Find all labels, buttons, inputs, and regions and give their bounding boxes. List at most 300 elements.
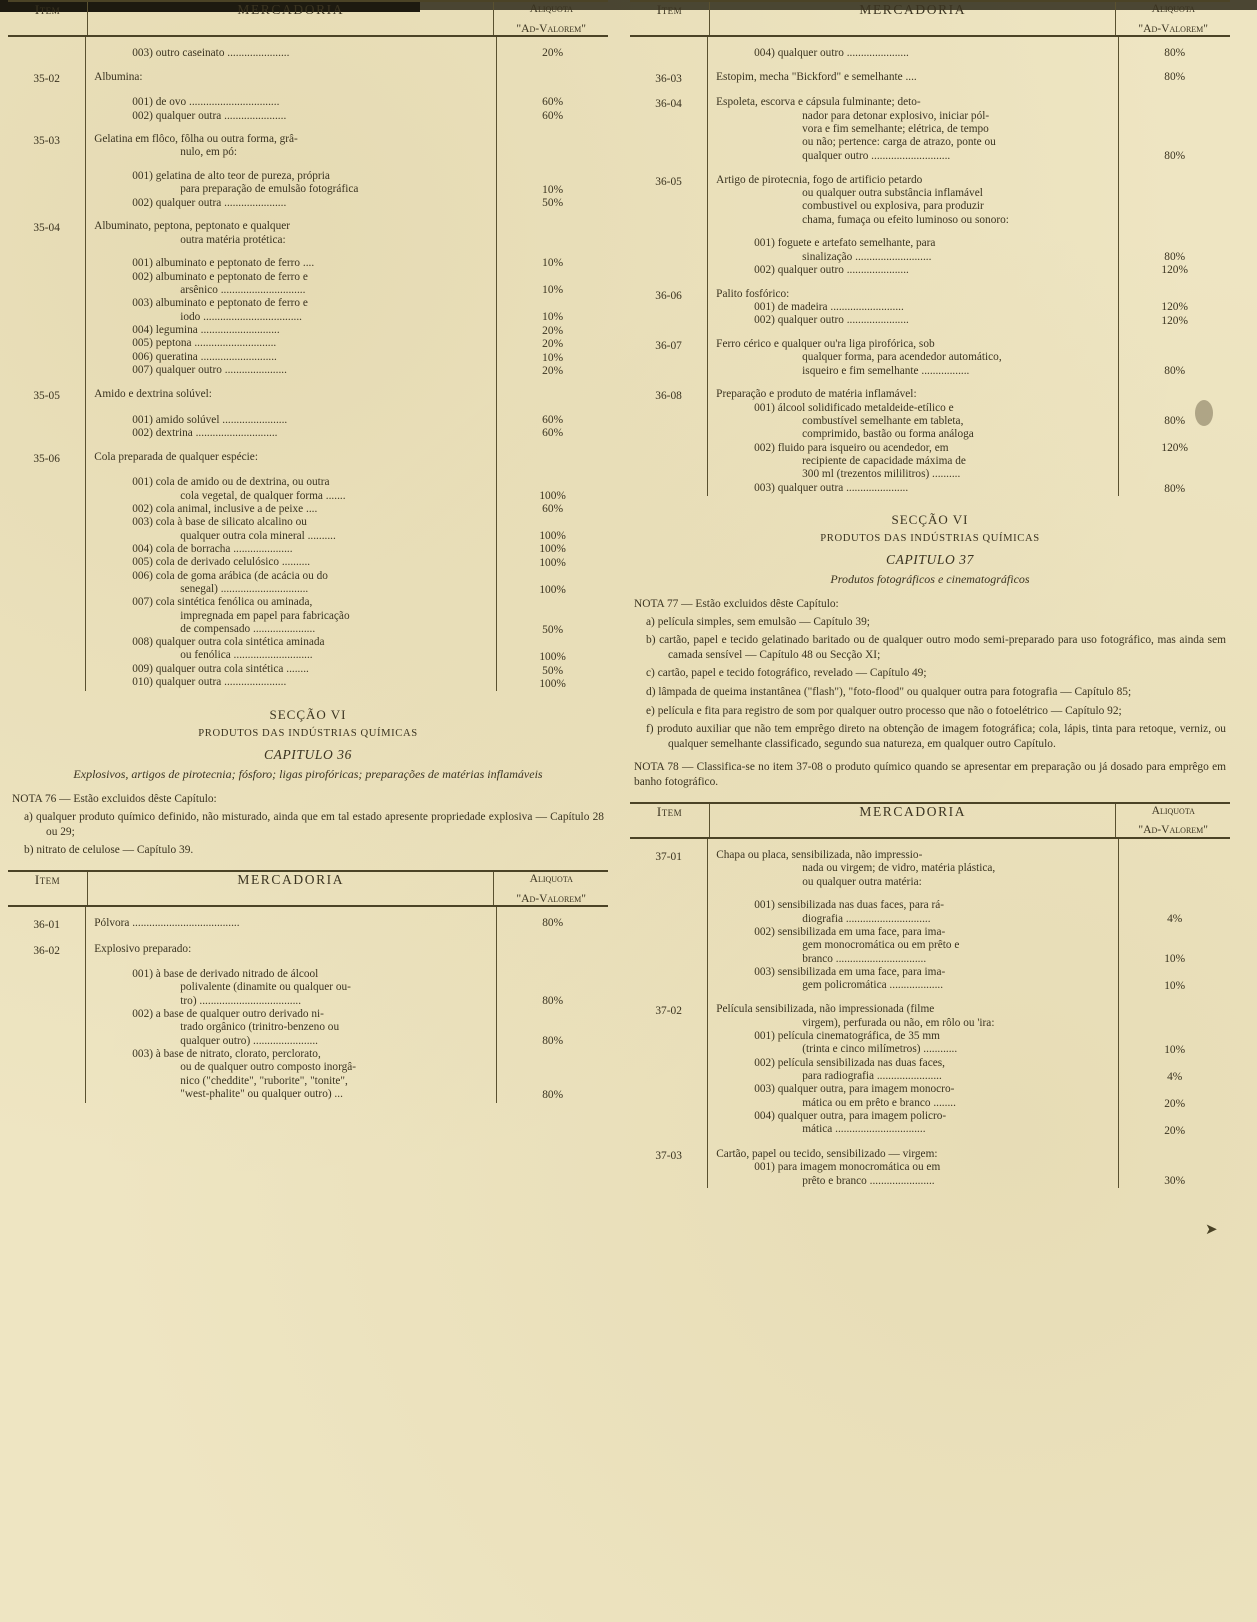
description-line: 002) qualquer outro ...................... bbox=[754, 314, 909, 327]
row-rates bbox=[1119, 1148, 1230, 1188]
rate-value bbox=[497, 1062, 608, 1075]
rate-value bbox=[1119, 214, 1230, 227]
description-line: Cartão, papel ou tecido, sensibilizado — virgem: bbox=[716, 1147, 938, 1160]
description-line: 001) de ovo ................................ bbox=[132, 96, 280, 109]
description-line: Preparação e produto de matéria inflamável: bbox=[716, 388, 917, 401]
row-rates bbox=[497, 414, 608, 441]
description-line: 001) para imagem monocromática ou em bbox=[754, 1161, 941, 1174]
row-rates bbox=[1119, 388, 1230, 496]
row-spacer bbox=[630, 164, 1230, 174]
rate-value: 10% bbox=[542, 257, 564, 270]
rate-value: 10% bbox=[542, 183, 564, 196]
rate-value: 80% bbox=[1164, 70, 1186, 83]
description-line: Albumina: bbox=[94, 70, 143, 83]
rate-value bbox=[1119, 876, 1230, 889]
description-line: 003) à base de nitrato, clorato, perclorato, bbox=[132, 1048, 321, 1061]
rate-value: 60% bbox=[542, 413, 564, 426]
description-line: 004) legumina ............................ bbox=[132, 323, 280, 336]
right-section-heading bbox=[630, 512, 1230, 587]
left-column bbox=[8, 0, 608, 1103]
row-rates bbox=[497, 917, 608, 932]
row-rates bbox=[1119, 288, 1230, 328]
row-description bbox=[86, 71, 497, 86]
table-row bbox=[630, 1148, 1230, 1188]
header-aliquota bbox=[494, 871, 608, 906]
row-description bbox=[86, 968, 497, 1103]
row-spacer bbox=[8, 404, 608, 414]
description-line: combustível semelhante em tableta, bbox=[802, 415, 964, 428]
chapter-title: CAPITULO 36 bbox=[264, 747, 352, 763]
description-line: 003) albuminato e peptonato de ferro e bbox=[132, 297, 308, 310]
header-item: Item bbox=[34, 2, 61, 17]
rate-value: 80% bbox=[542, 1089, 564, 1102]
table-row bbox=[8, 133, 608, 160]
row-spacer bbox=[630, 86, 1230, 96]
description-line: trado orgânico (trinitro-benzeno ou bbox=[180, 1021, 340, 1034]
rate-value bbox=[1119, 338, 1230, 351]
description-line: 003) sensibilizada em uma face, para ima- bbox=[754, 965, 946, 978]
row-spacer bbox=[8, 123, 608, 133]
rate-value bbox=[497, 388, 608, 401]
row-rates bbox=[1119, 71, 1230, 86]
rate-value bbox=[1119, 402, 1230, 415]
row-rates bbox=[497, 220, 608, 247]
rate-value bbox=[497, 597, 608, 610]
description-line: 002) sensibilizada em uma face, para ima- bbox=[754, 925, 946, 938]
description-line: 003) qualquer outra ...................... bbox=[754, 481, 909, 494]
description-line: 001) álcool solidificado metaldeide-etílico e bbox=[754, 401, 954, 414]
header-aliquota-line2: "Ad-Valorem" bbox=[1138, 21, 1209, 35]
header-aliquota bbox=[1116, 1, 1230, 36]
description-line: qualquer outro) ....................... bbox=[180, 1034, 319, 1047]
table-header-row bbox=[630, 803, 1230, 838]
rate-value: 100% bbox=[539, 530, 566, 543]
description-line: Explosivo preparado: bbox=[94, 942, 192, 955]
header-mercadoria: MERCADORIA bbox=[710, 803, 1116, 838]
description-line: Ferro cérico e qualquer ou'ra liga pirofórica, sob bbox=[716, 338, 935, 351]
rate-value: 100% bbox=[539, 556, 566, 569]
description-line: Cola preparada de qualquer espécie: bbox=[94, 450, 258, 463]
rate-value: 120% bbox=[1161, 314, 1188, 327]
row-spacer bbox=[8, 86, 608, 96]
row-spacer bbox=[630, 1138, 1230, 1148]
note-item: c) cartão, papel e tecido fotográfico, revelado — Capítulo 49; bbox=[646, 667, 927, 680]
rate-value: 60% bbox=[542, 427, 564, 440]
description-line: 008) qualquer outra cola sintética aminada bbox=[132, 636, 325, 649]
row-description bbox=[86, 257, 497, 378]
description-line: 001) cola de amido ou de dextrina, ou outra bbox=[132, 476, 330, 489]
description-line: nada ou virgem; de vidro, matéria plástica, bbox=[802, 862, 996, 875]
rate-value bbox=[1119, 352, 1230, 365]
description-line: tro) .................................... bbox=[180, 994, 302, 1007]
rate-value bbox=[1119, 899, 1230, 912]
rate-value: 120% bbox=[1161, 264, 1188, 277]
description-line: ou não; pertence: carga de atrazo, ponte ou bbox=[802, 136, 996, 149]
row-rates bbox=[497, 47, 608, 60]
chapter-subtitle: Produtos fotográficos e cinematográficos bbox=[830, 572, 1030, 587]
description-line: 002) cola animal, inclusive a de peixe .... bbox=[132, 502, 318, 515]
table-row bbox=[630, 174, 1230, 228]
table-row bbox=[8, 388, 608, 403]
note-head: NOTA 78 — Classifica-se no item 37-08 o produto químico quando se apresentar em preparação ou já dosado para emprêgo em banho fotográfico. bbox=[634, 761, 1226, 788]
description-line: combustivel ou explosiva, para produzir bbox=[802, 200, 984, 213]
rate-value bbox=[1119, 940, 1230, 953]
rate-value bbox=[1119, 456, 1230, 469]
row-rates bbox=[1119, 96, 1230, 163]
row-rates bbox=[497, 71, 608, 86]
description-line: 002) dextrina ............................. bbox=[132, 427, 278, 440]
row-item-code: 37-03 bbox=[655, 1149, 682, 1162]
row-spacer bbox=[8, 160, 608, 170]
table-row bbox=[8, 943, 608, 958]
rate-value bbox=[1119, 1030, 1230, 1043]
row-spacer bbox=[630, 278, 1230, 288]
description-line: branco ................................ bbox=[802, 952, 927, 965]
row-description bbox=[708, 388, 1119, 496]
margin-mark: ➤ bbox=[1205, 1222, 1218, 1238]
row-rates bbox=[497, 170, 608, 210]
description-line: nulo, em pó: bbox=[180, 146, 238, 159]
rate-value: 120% bbox=[1161, 442, 1188, 455]
row-rates bbox=[1119, 174, 1230, 228]
table-row bbox=[8, 96, 608, 123]
rate-value: 80% bbox=[542, 917, 564, 930]
rate-value bbox=[1119, 1084, 1230, 1097]
description-line: 003) cola à base de silicato alcalino ou bbox=[132, 516, 307, 529]
rate-value bbox=[497, 968, 608, 981]
row-description bbox=[86, 943, 497, 958]
row-rates bbox=[1119, 899, 1230, 993]
rate-value bbox=[497, 451, 608, 464]
left-note-76 bbox=[12, 792, 604, 857]
row-rates bbox=[1119, 338, 1230, 378]
rate-value: 50% bbox=[542, 624, 564, 637]
description-line: mática ................................ bbox=[802, 1123, 926, 1136]
row-item-code: 37-01 bbox=[655, 850, 682, 863]
description-line: gem monocromática ou em prêto e bbox=[802, 939, 960, 952]
row-item-code: 36-02 bbox=[33, 944, 60, 957]
description-line: prêto e branco ....................... bbox=[802, 1174, 935, 1187]
description-line: Amido e dextrina solúvel: bbox=[94, 388, 212, 401]
table-row bbox=[8, 414, 608, 441]
row-spacer bbox=[8, 210, 608, 220]
right-column bbox=[630, 0, 1230, 1188]
row-rates bbox=[1119, 1003, 1230, 1138]
description-line: 002) fluido para isqueiro ou acendedor, em bbox=[754, 441, 949, 454]
row-description bbox=[708, 47, 1119, 60]
left-table-1-header bbox=[8, 0, 608, 37]
rate-value bbox=[497, 943, 608, 956]
row-item-code: 35-05 bbox=[33, 390, 60, 403]
section-subtitle: PRODUTOS DAS INDÚSTRIAS QUÍMICAS bbox=[198, 728, 418, 740]
table-row bbox=[8, 220, 608, 247]
row-description bbox=[708, 237, 1119, 277]
description-line: nador para detonar explosivo, iniciar pól- bbox=[802, 109, 990, 122]
description-line: Gelatina em flôco, fôlha ou outra forma, grâ- bbox=[94, 133, 298, 146]
description-line: qualquer forma, para acendedor automático, bbox=[802, 351, 1002, 364]
header-mercadoria: MERCADORIA bbox=[88, 1, 494, 36]
header-item: Item bbox=[656, 803, 683, 819]
row-spacer bbox=[630, 378, 1230, 388]
header-item: Item bbox=[656, 2, 683, 17]
description-line: "west-phalite" ou qualquer outro) ... bbox=[180, 1088, 343, 1101]
description-line: 003) qualquer outra, para imagem monocro- bbox=[754, 1083, 955, 1096]
description-line: diografia .............................. bbox=[802, 912, 931, 925]
table-row bbox=[8, 917, 608, 932]
description-line: 005) cola de derivado celulósico .......... bbox=[132, 556, 311, 569]
rate-value bbox=[497, 476, 608, 489]
row-rates bbox=[497, 968, 608, 1103]
note-item: e) película e fita para registro de som por qualquer outro processo que não o fotoelétrico — Capítulo 92; bbox=[646, 704, 1122, 717]
description-line: 001) sensibilizada nas duas faces, para rá- bbox=[754, 899, 944, 912]
row-description bbox=[86, 47, 497, 60]
row-spacer bbox=[8, 958, 608, 968]
description-line: virgem), perfurada ou não, em rôlo ou 'ira: bbox=[802, 1016, 995, 1029]
row-spacer bbox=[8, 933, 608, 943]
row-item-code bbox=[8, 47, 86, 60]
left-table-2-header bbox=[8, 870, 608, 907]
section-title: SECÇÃO VI bbox=[269, 707, 347, 723]
rate-value bbox=[497, 298, 608, 311]
table-row bbox=[8, 476, 608, 691]
rate-value bbox=[1119, 174, 1230, 187]
row-item-code bbox=[8, 414, 86, 441]
header-aliquota-line1: Aliquota bbox=[1151, 803, 1195, 817]
row-description bbox=[708, 849, 1119, 889]
rate-value bbox=[1119, 1003, 1230, 1016]
rate-value bbox=[497, 71, 608, 84]
description-line: ou qualquer outra matéria: bbox=[802, 875, 922, 888]
header-aliquota-line1: Aliquota bbox=[529, 2, 573, 15]
row-description bbox=[86, 220, 497, 247]
rate-value: 60% bbox=[542, 503, 564, 516]
table-row bbox=[8, 170, 608, 210]
row-rates bbox=[497, 96, 608, 123]
rate-value: 80% bbox=[542, 995, 564, 1007]
rate-value bbox=[1119, 429, 1230, 442]
description-line: sinalização ........................... bbox=[802, 250, 932, 263]
row-description bbox=[86, 388, 497, 403]
description-line: (trinta e cinco milímetros) ............ bbox=[802, 1043, 958, 1056]
rate-value bbox=[1119, 862, 1230, 875]
table-row bbox=[630, 288, 1230, 328]
description-line: Chapa ou placa, sensibilizada, não impressio- bbox=[716, 848, 923, 861]
description-line: 003) outro caseinato ...................... bbox=[132, 47, 290, 60]
table-header-row bbox=[8, 871, 608, 906]
rate-value bbox=[497, 982, 608, 995]
row-spacer bbox=[8, 247, 608, 257]
description-line: 004) qualquer outro ...................... bbox=[754, 47, 909, 60]
description-line: recipiente de capacidade máxima de bbox=[802, 455, 966, 468]
rate-value bbox=[1119, 237, 1230, 250]
row-spacer bbox=[8, 61, 608, 71]
description-line: Artigo de pirotecnia, fogo de artificio petardo bbox=[716, 173, 923, 186]
rate-value: 100% bbox=[539, 583, 566, 596]
description-line: isqueiro e fim semelhante ................. bbox=[802, 364, 970, 377]
row-spacer bbox=[630, 993, 1230, 1003]
note-item: b) cartão, papel e tecido gelatinado baritado ou de qualquer outro modo semi-preparado para uso fotográfico, mas ainda sem camada sensível — Capítulo 48 ou Secção XI; bbox=[646, 634, 1226, 661]
description-line: ou de qualquer outro composto inorgâ- bbox=[180, 1061, 357, 1074]
row-rates bbox=[497, 943, 608, 958]
row-description bbox=[86, 451, 497, 466]
description-line: 002) qualquer outro ...................... bbox=[754, 263, 909, 276]
rate-value bbox=[1119, 96, 1230, 109]
table-row bbox=[8, 47, 608, 60]
rate-value: 80% bbox=[1164, 150, 1186, 163]
description-line: cola vegetal, de qualquer forma ....... bbox=[180, 489, 346, 502]
table-row bbox=[630, 849, 1230, 889]
table-row bbox=[630, 71, 1230, 86]
row-spacer bbox=[8, 907, 608, 917]
row-spacer bbox=[630, 328, 1230, 338]
description-line: 007) cola sintética fenólica ou aminada, bbox=[132, 596, 313, 609]
table-header-row bbox=[8, 1, 608, 36]
row-description bbox=[708, 1148, 1119, 1188]
rate-value bbox=[497, 170, 608, 183]
row-item-code bbox=[630, 237, 708, 277]
section-subtitle: PRODUTOS DAS INDÚSTRIAS QUÍMICAS bbox=[820, 533, 1040, 545]
rate-value bbox=[1119, 137, 1230, 150]
right-table-1-body bbox=[630, 37, 1230, 496]
row-item-code: 35-03 bbox=[33, 135, 60, 148]
description-line: arsênico .............................. bbox=[180, 283, 306, 296]
row-description bbox=[708, 338, 1119, 378]
header-aliquota-line2: "Ad-Valorem" bbox=[1138, 823, 1209, 837]
description-line: 001) amido solúvel ....................... bbox=[132, 413, 288, 426]
row-description bbox=[86, 414, 497, 441]
rate-value bbox=[1119, 288, 1230, 301]
row-spacer bbox=[8, 441, 608, 451]
rate-value bbox=[497, 271, 608, 284]
rate-value: 80% bbox=[1164, 415, 1186, 428]
rate-value: 80% bbox=[1164, 47, 1186, 60]
description-line: Albuminato, peptona, peptonato e qualquer bbox=[94, 220, 290, 233]
row-spacer bbox=[630, 37, 1230, 47]
description-line: 010) qualquer outra ...................... bbox=[132, 676, 287, 689]
row-item-code: 35-02 bbox=[33, 72, 60, 85]
rate-value: 10% bbox=[1164, 953, 1186, 966]
description-line: 300 ml (trezentos mililitros) .......... bbox=[802, 468, 961, 481]
rate-value: 20% bbox=[542, 364, 564, 377]
row-rates bbox=[497, 133, 608, 160]
right-table-2-header bbox=[630, 802, 1230, 839]
row-description bbox=[708, 1003, 1119, 1138]
row-item-code: 35-06 bbox=[33, 452, 60, 465]
row-description bbox=[86, 133, 497, 160]
description-line: 002) a base de qualquer outro derivado ni- bbox=[132, 1008, 324, 1021]
rate-value bbox=[1119, 200, 1230, 213]
rate-value: 10% bbox=[542, 284, 564, 297]
note-item: a) película simples, sem emulsão — Capítulo 39; bbox=[646, 615, 870, 628]
table-row bbox=[630, 1003, 1230, 1138]
note-item: f) produto auxiliar que não tem emprêgo direto na obtenção de imagem fotográfica; cola, lápis, tinta para retoque, verniz, ou qualquer semelhante classificado, segundo sua natureza, em qualquer outro Capítulo. bbox=[646, 723, 1226, 750]
rate-value bbox=[497, 147, 608, 160]
rate-value: 10% bbox=[1164, 979, 1186, 992]
header-mercadoria: MERCADORIA bbox=[88, 871, 494, 906]
rate-value: 20% bbox=[1164, 1097, 1186, 1110]
description-line: 006) queratina ........................... bbox=[132, 350, 277, 363]
header-aliquota-line1: Aliquota bbox=[529, 871, 573, 885]
row-item-code: 35-04 bbox=[33, 222, 60, 235]
description-line: para preparação de emulsão fotográfica bbox=[180, 183, 359, 196]
description-line: 001) de madeira .......................... bbox=[754, 301, 904, 314]
rate-value: 100% bbox=[539, 678, 566, 691]
right-note-78 bbox=[634, 760, 1226, 789]
row-description bbox=[708, 288, 1119, 328]
header-mercadoria: MERCADORIA bbox=[710, 1, 1116, 36]
row-description bbox=[86, 96, 497, 123]
rate-value bbox=[1119, 926, 1230, 939]
row-spacer bbox=[630, 61, 1230, 71]
row-description bbox=[708, 174, 1119, 228]
rate-value bbox=[497, 611, 608, 624]
description-line: 006) cola de goma arábica (de acácia ou do bbox=[132, 569, 328, 582]
header-aliquota-line2: "Ad-Valorem" bbox=[516, 21, 587, 35]
note-item: b) nitrato de celulose — Capítulo 39. bbox=[24, 844, 194, 857]
description-line: para radiografia ....................... bbox=[802, 1070, 942, 1083]
table-row bbox=[630, 47, 1230, 60]
row-item-code: 36-08 bbox=[655, 390, 682, 403]
rate-value: 30% bbox=[1164, 1174, 1186, 1187]
section-title: SECÇÃO VI bbox=[891, 512, 969, 528]
row-item-code bbox=[630, 47, 708, 60]
rate-value bbox=[497, 570, 608, 583]
description-line: senegal) ............................... bbox=[180, 582, 309, 595]
row-item-code: 36-06 bbox=[655, 289, 682, 302]
rate-value bbox=[1119, 1161, 1230, 1174]
row-item-code: 36-01 bbox=[33, 919, 60, 932]
row-spacer bbox=[630, 889, 1230, 899]
rate-value bbox=[1119, 110, 1230, 123]
row-item-code bbox=[8, 968, 86, 1103]
description-line: 005) peptona ............................. bbox=[132, 337, 277, 350]
description-line: 007) qualquer outro ...................... bbox=[132, 363, 287, 376]
table-row bbox=[630, 96, 1230, 163]
description-line: 004) qualquer outra, para imagem policro- bbox=[754, 1110, 947, 1123]
description-line: mática ou em prêto e branco ........ bbox=[802, 1096, 956, 1109]
rate-value bbox=[1119, 388, 1230, 401]
note-head: NOTA 77 — Estão excluidos dêste Capítulo: bbox=[634, 598, 839, 611]
row-rates bbox=[497, 476, 608, 691]
description-line: qualquer outro ............................ bbox=[802, 149, 951, 162]
rate-value: 60% bbox=[542, 96, 564, 109]
rate-value: 60% bbox=[542, 109, 564, 122]
row-description bbox=[86, 170, 497, 210]
table-row bbox=[8, 71, 608, 86]
right-note-77 bbox=[634, 597, 1226, 751]
description-line: chama, fumaça ou efeito luminoso ou sonoro: bbox=[802, 213, 1009, 226]
rate-value bbox=[1119, 1017, 1230, 1030]
rate-value: 20% bbox=[1164, 1124, 1186, 1137]
description-line: ou qualquer outra substância inflamável bbox=[802, 186, 983, 199]
description-line: Pólvora ...................................... bbox=[94, 917, 240, 930]
rate-value bbox=[1119, 469, 1230, 482]
rate-value: 20% bbox=[542, 324, 564, 337]
row-item-code bbox=[8, 96, 86, 123]
rate-value: 10% bbox=[1164, 1043, 1186, 1056]
rate-value: 120% bbox=[1161, 301, 1188, 314]
rate-value: 50% bbox=[542, 196, 564, 209]
rate-value: 80% bbox=[1164, 250, 1186, 263]
row-item-code bbox=[630, 899, 708, 993]
table-row bbox=[630, 338, 1230, 378]
row-spacer bbox=[630, 839, 1230, 849]
left-section-heading bbox=[8, 707, 608, 782]
description-line: 004) cola de borracha ..................... bbox=[132, 542, 293, 555]
rate-value: 20% bbox=[542, 47, 564, 60]
header-aliquota-line1: Aliquota bbox=[1151, 2, 1195, 15]
row-rates bbox=[1119, 849, 1230, 889]
